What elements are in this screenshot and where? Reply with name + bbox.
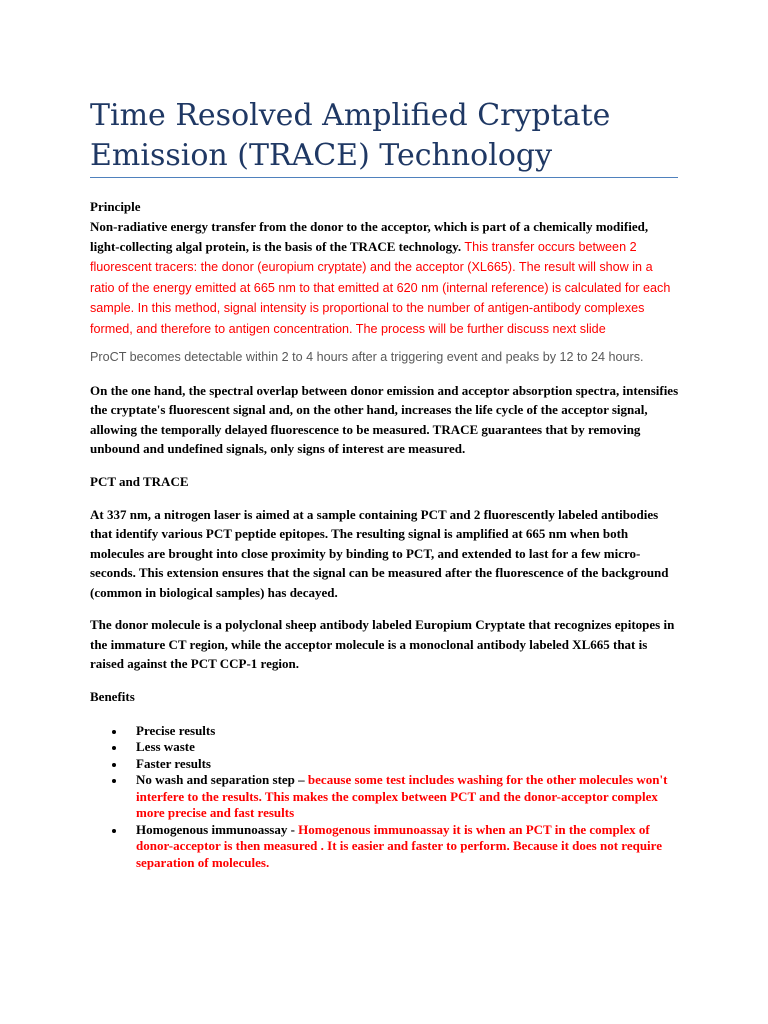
list-item: Precise results xyxy=(90,723,680,740)
list-item: Less waste xyxy=(90,739,680,756)
benefits-heading: Benefits xyxy=(90,688,135,704)
procalcitonin-note: ProCT becomes detectable within 2 to 4 hours after a triggering event and peaks by 12 to 24 hours. xyxy=(90,350,644,364)
document-body xyxy=(90,197,680,871)
title-divider xyxy=(90,177,678,178)
bullet-icon xyxy=(112,779,116,783)
pct-trace-paragraph-1: At 337 nm, a nitrogen laser is aimed at a sample containing PCT and 2 fluorescently labeled antibodies that identify various PCT peptide epitopes. The resulting signal is amplified at 665 nm when both molecules are brought into close proximity by binding to PCT, and extended to last for a few micro-seconds. This extension ensures that the signal can be measured after the fluorescence of the background (common in biological samples) has decayed. xyxy=(90,506,669,600)
page-title: Time Resolved Amplified Cryptate Emission (TRACE) Technology xyxy=(90,98,611,173)
bullet-icon xyxy=(112,829,116,833)
bullet-icon xyxy=(112,746,116,750)
list-item: No wash and separation step – because some test includes washing for the other molecules won't interfere to the results. This makes the complex between PCT and the donor-acceptor complex more precise and fast results xyxy=(90,772,680,822)
list-item: Homogenous immunoassay - Homogenous immunoassay it is when an PCT in the complex of donor-acceptor is then measured . It is easier and faster to perform. Because it does not require separation of molecules. xyxy=(90,822,680,872)
pct-trace-paragraph-2: The donor molecule is a polyclonal sheep antibody labeled Europium Cryptate that recognizes epitopes in the immature CT region, while the acceptor molecule is a monoclonal antibody labeled XL665 that is raised against the PCT CCP-1 region. xyxy=(90,617,675,671)
bullet-icon xyxy=(112,730,116,734)
principle-paragraph xyxy=(90,217,680,339)
list-item: Faster results xyxy=(90,756,680,773)
pct-trace-heading: PCT and TRACE xyxy=(90,473,189,489)
principle-text-bold: Non-radiative energy transfer from the donor to the acceptor, which is part of a chemically modified, light-collecting algal protein, is the basis of the TRACE technology. xyxy=(90,219,649,254)
principle-text-red: This transfer occurs between 2 fluorescent tracers: the donor (europium cryptate) and the acceptor (XL665). The result will show in a ratio of the energy emitted at 665 nm to that emitted at 620 nm (internal reference) is calculated for each sample. In this method, signal intensity is proportional to the number of antigen-antibody complexes formed, and therefore to antigen concentration. The process will be further discuss next slide xyxy=(90,239,671,336)
benefits-list xyxy=(90,723,680,872)
bullet-icon xyxy=(112,763,116,767)
principle-heading: Principle xyxy=(90,199,141,214)
spectral-paragraph: On the one hand, the spectral overlap between donor emission and acceptor absorption spectra, intensifies the cryptate's fluorescent signal and, on the other hand, increases the life cycle of the acceptor signal, allowing the temporally delayed fluorescence to be measured. TRACE guarantees that by removing unbound and undefined signals, only signs of interest are measured. xyxy=(90,382,679,456)
